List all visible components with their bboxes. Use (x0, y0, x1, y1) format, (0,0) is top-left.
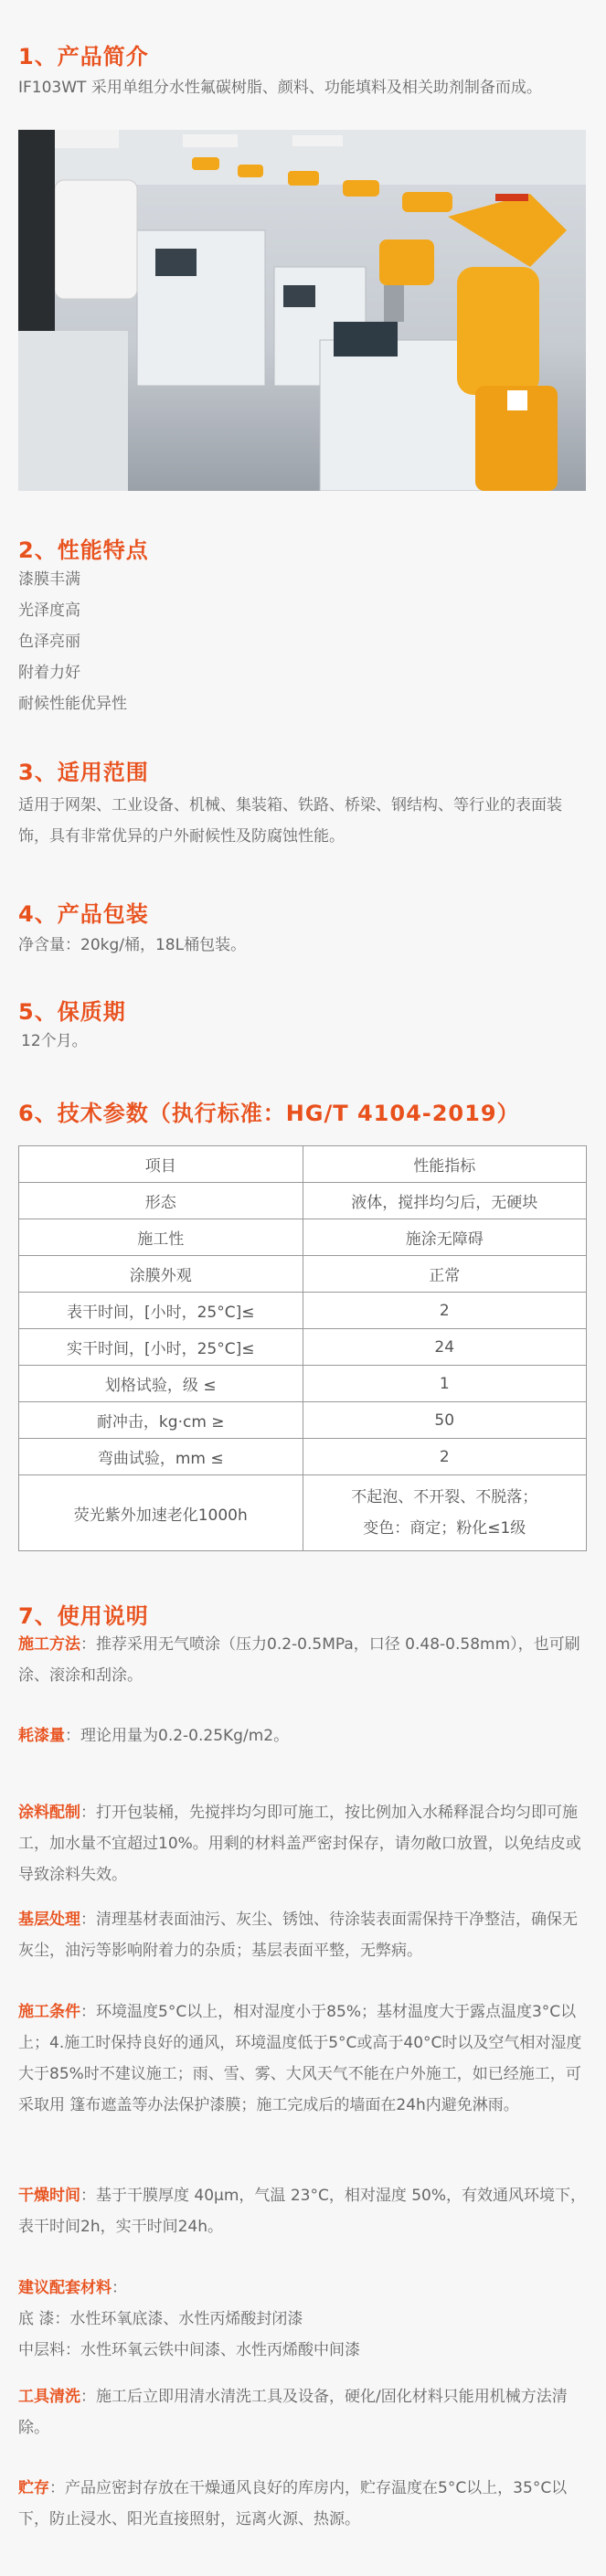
table-cell: 实干时间，[小时，25°C]≤ (19, 1329, 303, 1366)
feature-item: 耐候性能优异性 (18, 695, 127, 713)
robot-illustration (18, 130, 586, 491)
usage-text: ：推荐采用无气喷涂（压力0.2-0.5MPa，口径 0.48-0.58mm），也可刷涂、滚涂和刮涂。 (18, 1635, 580, 1685)
table-cell-line: 不起泡、不开裂、不脱落； (351, 1488, 538, 1506)
usage-text: ：产品应密封存放在干燥通风良好的库房内，贮存温度在5°C以上，35°C以下，防止浸水、阳光直接照射，远离火源、热源。 (18, 2479, 568, 2528)
intro-title: 1、产品简介 (18, 44, 149, 69)
feature-item: 色泽亮丽 (18, 633, 80, 651)
table-header: 项目 (19, 1146, 303, 1183)
usage-label: 施工条件 (18, 2003, 80, 2021)
table-cell: 50 (303, 1402, 587, 1439)
table-cell: 2 (303, 1293, 587, 1329)
table-row (19, 1219, 587, 1256)
spec-table (18, 1145, 587, 1551)
table-cell: 划格试验，级 ≤ (19, 1366, 303, 1402)
package-title: 4、产品包装 (18, 901, 149, 927)
usage-mixing (18, 1797, 589, 1890)
intro-text: IF103WT 采用单组分水性氟碳树脂、颜料、功能填料及相关助剂制备而成。 (18, 79, 542, 97)
usage-consumption (18, 1720, 589, 1751)
usage-label: 干燥时间 (18, 2187, 80, 2205)
usage-text: ： (112, 2279, 127, 2297)
usage-text: ：打开包装桶，先搅拌均匀即可施工，按比例加入水稀释混合均匀即可施工，加水量不宜超过10%。用剩的材料盖严密封保存，请勿敞口放置，以免结皮或导致涂料失效。 (18, 1804, 581, 1884)
table-header: 性能指标 (303, 1146, 587, 1183)
usage-label: 贮存 (18, 2479, 49, 2497)
usage-system-mid: 中层料：水性环氧云铁中间漆、水性丙烯酸中间漆 (18, 2341, 360, 2359)
scope-text: 适用于网架、工业设备、机械、集装箱、铁路、桥梁、钢结构、等行业的表面装饰，具有非常优异的户外耐候性及防腐蚀性能。 (18, 796, 562, 846)
table-row (19, 1329, 587, 1366)
usage-system (18, 2273, 589, 2366)
table-cell: 24 (303, 1329, 587, 1366)
package-text: 净含量：20kg/桶，18L桶包装。 (18, 936, 247, 954)
table-cell: 施工性 (19, 1219, 303, 1256)
usage-surface (18, 1904, 589, 1966)
usage-label: 工具清洗 (18, 2388, 80, 2406)
usage-label: 建议配套材料 (18, 2279, 112, 2297)
scope-title: 3、适用范围 (18, 760, 149, 785)
warranty-text: 12个月。 (21, 1032, 88, 1050)
warranty-title: 5、保质期 (18, 999, 126, 1025)
usage-label: 基层处理 (18, 1911, 80, 1929)
table-row (19, 1183, 587, 1219)
usage-text: ：清理基材表面油污、灰尘、锈蚀、待涂装表面需保持干净整洁，确保无灰尘，油污等影响附着力的杂质；基层表面平整，无弊病。 (18, 1911, 578, 1960)
specs-title: 6、技术参数（执行标准：HG/T 4104-2019） (18, 1101, 520, 1126)
usage-label: 施工方法 (18, 1635, 80, 1654)
table-row (19, 1293, 587, 1329)
table-row (19, 1475, 587, 1551)
table-cell: 表干时间，[小时，25°C]≤ (19, 1293, 303, 1329)
feature-item: 附着力好 (18, 664, 80, 682)
usage-text: ：基于干膜厚度 40μm，气温 23°C，相对湿度 50%，有效通风环境下，表干时间2h，实干时间24h。 (18, 2187, 587, 2236)
table-cell: 耐冲击，kg·cm ≥ (19, 1402, 303, 1439)
table-row (19, 1256, 587, 1293)
usage-title: 7、使用说明 (18, 1603, 149, 1629)
table-cell: 形态 (19, 1183, 303, 1219)
table-cell: 正常 (303, 1256, 587, 1293)
table-cell: 涂膜外观 (19, 1256, 303, 1293)
features-title: 2、性能特点 (18, 538, 149, 563)
table-row (19, 1439, 587, 1475)
table-cell: 弯曲试验，mm ≤ (19, 1439, 303, 1475)
table-cell: 施涂无障碍 (303, 1219, 587, 1256)
table-cell: 2 (303, 1439, 587, 1475)
table-cell (303, 1475, 587, 1551)
usage-cleaning (18, 2381, 589, 2443)
table-row (19, 1366, 587, 1402)
usage-text: ：理论用量为0.2-0.25Kg/m2。 (65, 1727, 290, 1745)
factory-robot-photo (18, 130, 586, 491)
usage-label: 耗漆量 (18, 1727, 65, 1745)
usage-label: 涂料配制 (18, 1804, 80, 1822)
usage-text: ：施工后立即用清水清洗工具及设备，硬化/固化材料只能用机械方法清除。 (18, 2388, 568, 2437)
table-row (19, 1402, 587, 1439)
feature-item: 漆膜丰满 (18, 570, 80, 589)
usage-drying (18, 2180, 589, 2242)
usage-text: ：环境温度5°C以上，相对湿度小于85%；基材温度大于露点温度3°C以上；4.施工时保持良好的通风，环境温度低于5°C或高于40°C时以及空气相对湿度大于85%时不建议施工；雨、雪、雾、大风天气不能在户外施工，如已经施工，可采取用 篷布遮盖等办法保护漆膜；施工完成后的墙面在24h内避免淋雨。 (18, 2003, 582, 2114)
usage-conditions (18, 1996, 589, 2121)
usage-system-primer: 底 漆：水性环氧底漆、水性丙烯酸封闭漆 (18, 2310, 303, 2328)
table-cell-line: 变色：商定；粉化≤1级 (363, 1519, 526, 1538)
table-cell: 1 (303, 1366, 587, 1402)
table-header-row (19, 1146, 587, 1183)
usage-method (18, 1629, 589, 1691)
table-cell: 液体，搅拌均匀后，无硬块 (303, 1183, 587, 1219)
table-cell: 荧光紫外加速老化1000h (19, 1475, 303, 1551)
usage-storage (18, 2473, 589, 2535)
feature-item: 光泽度高 (18, 601, 80, 620)
